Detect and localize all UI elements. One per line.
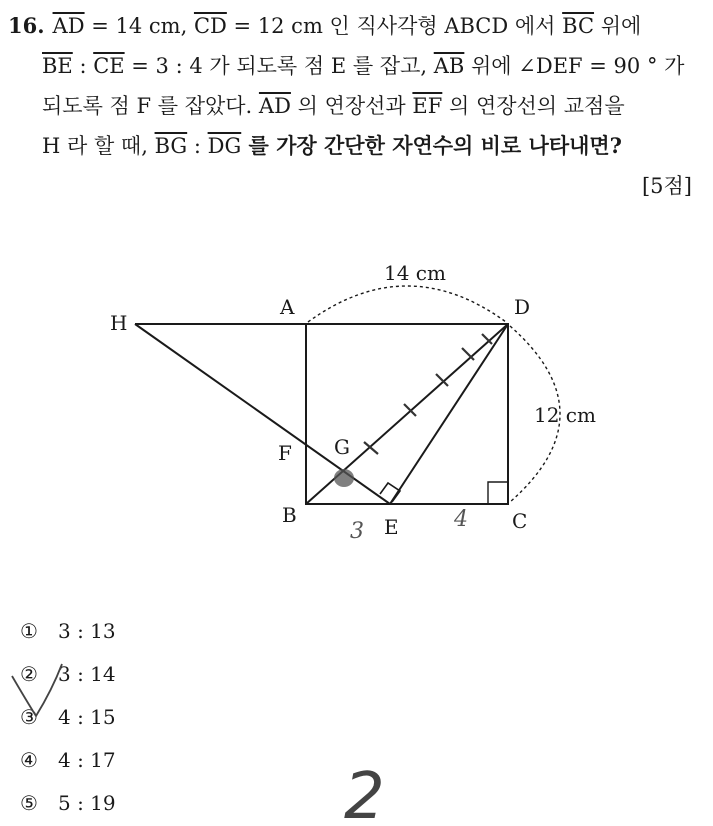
segment-be: $\overline{BE}$ xyxy=(42,54,73,78)
right-angle-c xyxy=(488,482,508,504)
handwritten-4: 4 xyxy=(454,507,468,532)
problem-text: 위에 xyxy=(594,14,642,38)
segment-ef: $\overline{EF}$ xyxy=(412,94,443,118)
choice-text: 3 : 13 xyxy=(58,619,116,643)
choice-4[interactable] xyxy=(20,739,116,782)
problem-line-1 xyxy=(8,6,698,46)
choice-mark: ② xyxy=(20,662,38,686)
choice-3[interactable] xyxy=(20,696,116,739)
problem-text: : xyxy=(187,134,208,158)
segment-ab: $\overline{AB}$ xyxy=(433,54,465,78)
label-a: A xyxy=(280,295,295,319)
choice-text: 3 : 14 xyxy=(58,662,116,686)
problem-text: = 12 cm 인 직사각형 ABCD 에서 xyxy=(226,14,563,38)
geometry-figure xyxy=(0,250,713,574)
problem-line-2 xyxy=(8,46,698,86)
problem-text: 의 연장선과 xyxy=(290,94,413,118)
problem-line-4 xyxy=(8,126,698,166)
label-c: C xyxy=(512,509,528,533)
label-h: H xyxy=(110,311,128,335)
problem-text: 되도록 점 F 를 잡았다. xyxy=(42,94,259,118)
label-14cm: 14 cm xyxy=(384,261,446,285)
choice-mark: ④ xyxy=(20,748,38,772)
label-12cm: 12 cm xyxy=(534,403,596,427)
segment-ad: $\overline{AD}$ xyxy=(258,94,291,118)
score-label: [5점] xyxy=(641,174,692,198)
choice-5[interactable] xyxy=(20,782,116,825)
problem-number: 16. xyxy=(8,13,45,38)
handwritten-3: 3 xyxy=(350,519,364,544)
segment-ce: $\overline{CE}$ xyxy=(93,54,125,78)
problem-text: = 14 cm, xyxy=(84,14,194,38)
handwritten-answer: 2 xyxy=(344,760,385,826)
segment-ad: $\overline{AD}$ xyxy=(52,14,85,38)
choice-text: 5 : 19 xyxy=(58,791,116,815)
problem-text: : xyxy=(72,54,94,78)
problem-text: 를 가장 간단한 자연수의 비로 나타내면? xyxy=(241,133,622,158)
problem-text: 의 연장선의 교점을 xyxy=(442,94,625,118)
label-f: F xyxy=(278,441,292,465)
problem-text: H 라 할 때, xyxy=(42,134,155,158)
problem-text: = 3 : 4 가 되도록 점 E 를 잡고, xyxy=(124,54,434,78)
choice-text: 4 : 15 xyxy=(58,705,116,729)
problem-text: 위에 ∠DEF = 90 ° 가 xyxy=(464,54,685,78)
segment-dg: $\overline{DG}$ xyxy=(207,134,242,158)
choice-1[interactable] xyxy=(20,610,116,653)
problem-line-3 xyxy=(8,86,698,126)
point-g-mark xyxy=(334,469,354,487)
choice-2[interactable] xyxy=(20,653,116,696)
label-b: B xyxy=(282,503,297,527)
label-e: E xyxy=(384,515,399,539)
choice-text: 4 : 17 xyxy=(58,748,116,772)
arc-top xyxy=(308,286,506,322)
figure-svg xyxy=(0,250,713,570)
segment-bc: $\overline{BC}$ xyxy=(562,14,595,38)
choice-mark: ③ xyxy=(20,705,38,729)
label-d: D xyxy=(514,295,531,319)
segment-cd: $\overline{CD}$ xyxy=(193,14,227,38)
choice-mark: ① xyxy=(20,619,38,643)
choice-mark: ⑤ xyxy=(20,791,38,815)
problem-statement xyxy=(8,6,698,206)
label-g: G xyxy=(334,435,350,459)
segment-bg: $\overline{BG}$ xyxy=(154,134,188,158)
answer-choices xyxy=(20,610,116,825)
